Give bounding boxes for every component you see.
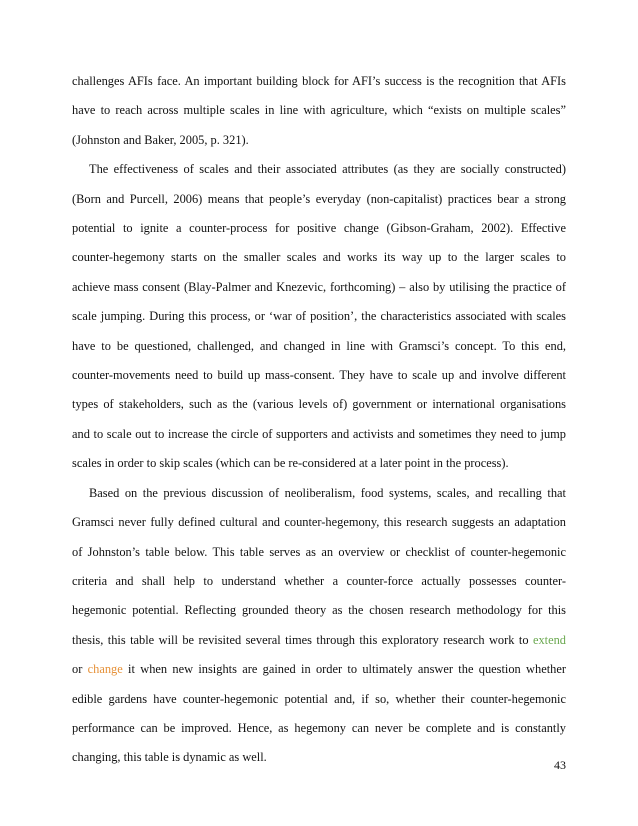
paragraph-3-line-4: criteria and shall help to understand whether a counter-force actually possesses counter- xyxy=(72,573,566,588)
paragraph-2-line-10: and to scale out to increase the circle of supporters and activists and sometimes they need to jump xyxy=(72,426,566,441)
body-text xyxy=(72,67,566,773)
paragraph-2-line-9: types of stakeholders, such as the (various levels of) government or international organisations xyxy=(72,397,566,412)
paragraph-3-line-7 xyxy=(72,655,566,684)
paragraph-3-line-3: of Johnston’s table below. This table serves as an overview or checklist of counter-hegemonic xyxy=(72,544,566,559)
paragraph-3-line-5: hegemonic potential. Reflecting grounded theory as the chosen research methodology for this xyxy=(72,603,566,618)
paragraph-1-line-3: (Johnston and Baker, 2005, p. 321). xyxy=(72,132,249,147)
paragraph-3-line-9: performance can be improved. Hence, as hegemony can never be complete and is constantly xyxy=(72,720,566,735)
paragraph-3-line-7-text: it when new insights are gained in order to ultimately answer the question whether xyxy=(128,662,566,677)
paragraph-1-line-1: challenges AFIs face. An important building block for AFI’s success is the recognition that AFIs xyxy=(72,74,566,88)
paragraph-2-line-6: scale jumping. During this process, or ‘war of position’, the characteristics associated with scales xyxy=(72,309,566,324)
paragraph-2-line-5: achieve mass consent (Blay-Palmer and Knezevic, forthcoming) – also by utilising the practice of xyxy=(72,279,566,294)
paragraph-2-line-2: (Born and Purcell, 2006) means that people’s everyday (non-capitalist) practices bear a strong xyxy=(72,191,566,206)
paragraph-3-line-2: Gramsci never fully defined cultural and counter-hegemony, this research suggests an adaptation xyxy=(72,515,566,530)
paragraph-2-line-7: have to be questioned, challenged, and changed in line with Gramsci’s concept. To this end, xyxy=(72,338,566,353)
extend-highlight: extend xyxy=(532,632,566,647)
change-highlight: change xyxy=(87,662,123,677)
paragraph-2-line-1: The effectiveness of scales and their associated attributes (as they are socially constructed) xyxy=(89,162,566,177)
paragraph-2-line-4: counter-hegemony starts on the smaller scales and works its way up to the larger scales to xyxy=(72,250,566,265)
paragraph-3-line-1: Based on the previous discussion of neoliberalism, food systems, scales, and recalling that xyxy=(89,485,566,500)
paragraph-2-line-3: potential to ignite a counter-process for positive change (Gibson-Graham, 2002). Effective xyxy=(72,221,566,236)
or-word: or xyxy=(72,662,83,677)
paragraph-1-line-2: have to reach across multiple scales in line with agriculture, which “exists on multiple scales” xyxy=(72,103,566,118)
paragraph-3-line-6 xyxy=(72,626,566,655)
paragraph-2-line-8: counter-movements need to build up mass-consent. They have to scale up and involve different xyxy=(72,368,566,383)
paragraph-3-line-8: edible gardens have counter-hegemonic potential and, if so, whether their counter-hegemonic xyxy=(72,691,566,706)
paragraph-3-line-10: changing, this table is dynamic as well. xyxy=(72,750,267,765)
paragraph-2-line-11: scales in order to skip scales (which can be re-considered at a later point in the process). xyxy=(72,456,509,471)
page-number: 43 xyxy=(554,758,566,772)
paragraph-3-line-6-text: thesis, this table will be revisited several times through this exploratory research work to xyxy=(72,632,529,647)
